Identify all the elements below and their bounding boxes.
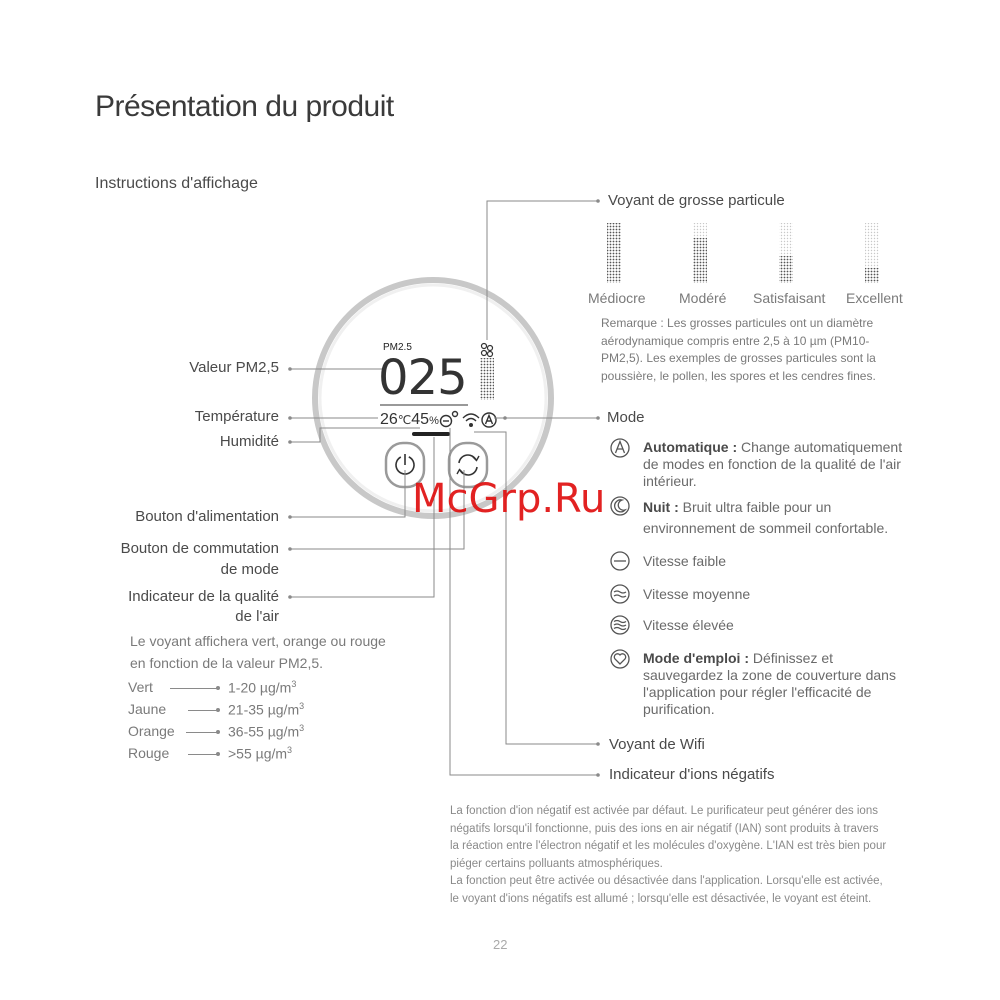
page-title: Présentation du produit	[95, 90, 394, 123]
particle-level-bar	[607, 223, 621, 283]
page-number: 22	[493, 937, 508, 952]
label-temperature: Température	[194, 408, 279, 425]
label-air-quality-2: de l'air	[235, 608, 279, 625]
speed-medium-icon	[611, 585, 629, 603]
label-mode: Mode	[607, 409, 645, 426]
particle-level-bar	[865, 268, 879, 283]
level-label-modere: Modéré	[679, 290, 727, 306]
pm-range-name: Vert	[128, 679, 153, 695]
pm-range-value: 21-35 $\mu g/m^3$	[228, 701, 305, 718]
label-pm-value: Valeur PM2,5	[189, 359, 279, 376]
mode-item-low: Vitesse faible	[643, 553, 727, 569]
display-humidity-unit: %	[429, 415, 439, 427]
label-air-quality-1: Indicateur de la qualité	[128, 588, 279, 605]
label-negative-ion: Indicateur d'ions négatifs	[609, 766, 775, 783]
display-pm-label: PM2.5	[383, 342, 412, 353]
pm-range-name: Jaune	[128, 701, 167, 717]
mode-item-high: Vitesse élevée	[643, 617, 734, 633]
air-quality-indicator-bar	[412, 432, 450, 436]
display-temp-humidity	[380, 411, 439, 429]
display-humidity: 45	[411, 411, 430, 428]
display-temp: 26	[380, 411, 398, 428]
coarse-particle-remark: Remarque : Les grosses particules ont un diamètre aérodynamique compris entre 2,5 à 10 µm (PM10- PM2,5). Les exemples de grosses particules sont la poussière, le pollen, les spores et les cendres fines.	[601, 316, 876, 383]
pm-range-value: >55 $\mu g/m^3$	[228, 745, 293, 762]
pm-range-row	[128, 701, 305, 718]
level-label-excellent: Excellent	[846, 290, 903, 306]
heart-icon	[611, 650, 629, 668]
watermark: McGrp.Ru	[412, 476, 606, 522]
mode-icons	[611, 439, 629, 668]
speed-low-icon	[611, 552, 629, 570]
level-label-satisfaisant: Satisfaisant	[753, 290, 826, 306]
label-power-button: Bouton d'alimentation	[135, 508, 279, 525]
level-label-mediocre: Médiocre	[588, 290, 646, 306]
pm-range-row	[128, 679, 297, 696]
mode-item-medium: Vitesse moyenne	[643, 586, 751, 602]
pm-range-row	[128, 745, 293, 762]
display-particle-bar	[480, 358, 494, 400]
display-pm-value: 025	[378, 350, 467, 406]
mode-item-auto: Automatique : Change automatiquement de modes en fonction de la qualité de l'air intérieur.	[643, 439, 903, 489]
pm-range-value: 1-20 $\mu g/m^3$	[228, 679, 297, 696]
auto-icon	[611, 439, 629, 457]
label-mode-switch-2: de mode	[220, 561, 279, 578]
speed-high-icon	[611, 616, 629, 634]
section-subtitle: Instructions d'affichage	[95, 175, 258, 192]
label-humidity: Humidité	[219, 433, 279, 450]
pm-range-name: Orange	[128, 723, 175, 739]
particle-level-bars	[607, 223, 879, 283]
label-wifi: Voyant de Wifi	[609, 736, 705, 753]
particle-level-bar	[693, 238, 707, 283]
mode-item-manual: Mode d'emploi : Définissez et sauvegardez la zone de couverture dans l'application pour régler l'efficacité de purification.	[643, 650, 896, 717]
pm-range-value: 36-55 $\mu g/m^3$	[228, 723, 305, 740]
pm-range-name: Rouge	[128, 745, 170, 761]
label-mode-switch-1: Bouton de commutation	[120, 540, 279, 557]
display-temp-unit: ℃	[397, 413, 412, 427]
negative-ion-description: La fonction d'ion négatif est activée par défaut. Le purificateur peut générer des ions négatifs lorsqu'il fonctionne, puis des ions en air négatif (IAN) sont produits à travers la réaction entre l'électron négatif et les molécules d'oxygène. L'IAN est très bien pour piéger certains polluants atmosphériques. La fonction peut être activée ou désactivée dans l'application. Lorsqu'elle est activée, le voyant d'ions négatifs est allumé ; lorsqu'elle est désactivée, le voyant est éteint.	[450, 805, 887, 905]
air-quality-note-1: Le voyant affichera vert, orange ou rouge	[130, 633, 386, 649]
moon-icon	[611, 497, 629, 515]
air-quality-note-2: en fonction de la valeur PM2,5.	[130, 655, 324, 671]
label-coarse-particle: Voyant de grosse particule	[608, 192, 785, 209]
mode-item-night: Nuit : Bruit ultra faible pour un environnement de sommeil confortable.	[643, 499, 889, 536]
pm-range-row	[128, 723, 305, 740]
particle-level-bar	[779, 256, 793, 283]
